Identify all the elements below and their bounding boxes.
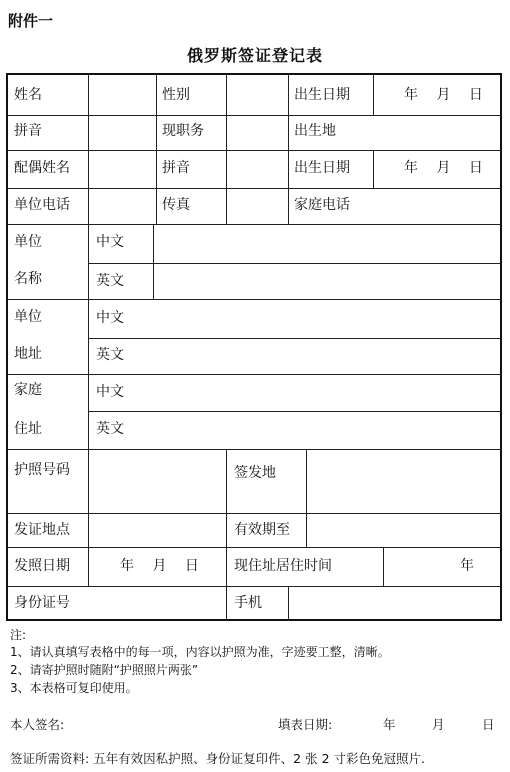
pinyin-label: 拼音 — [14, 123, 42, 139]
form-title: 俄罗斯签证登记表 — [186, 46, 323, 65]
home-address-english-label: 英文 — [96, 421, 124, 437]
work-phone-label: 单位电话 — [14, 197, 70, 213]
issue-place-label: 发证地点 — [14, 522, 70, 538]
issue-date-placeholder[interactable]: 年 月 日 — [120, 558, 199, 574]
note-item-2: 2、请寄护照时随附“护照照片两张” — [10, 663, 199, 677]
notes-heading: 注: — [10, 628, 27, 642]
work-unit-label: 单位 — [14, 234, 42, 250]
spouse-pinyin-label: 拼音 — [162, 160, 190, 176]
work-name-english-label: 英文 — [96, 273, 124, 289]
required-materials: 签证所需资料: 五年有效因私护照、身份证复印件、2 张 2 寸彩色免冠照片. — [10, 751, 425, 766]
issuing-authority-label: 签发地 — [234, 465, 276, 481]
mobile-label: 手机 — [234, 595, 262, 611]
work-address-english-label: 英文 — [96, 347, 124, 363]
visa-registration-table — [6, 73, 502, 621]
fill-day-unit: 日 — [482, 717, 495, 732]
spouse-birth-date-placeholder[interactable]: 年 月 日 — [404, 160, 483, 176]
issue-date-label: 发照日期 — [14, 558, 70, 574]
work-name-label: 名称 — [14, 271, 42, 287]
valid-until-label: 有效期至 — [234, 522, 290, 538]
spouse-birth-date-label: 出生日期 — [294, 160, 350, 176]
gender-label: 性别 — [162, 87, 190, 103]
residence-year-unit: 年 — [460, 558, 474, 574]
fax-label: 传真 — [162, 197, 190, 213]
fill-month-unit: 月 — [432, 717, 445, 732]
note-item-1: 1、请认真填写表格中的每一项，内容以护照为准，字迹要工整，清晰。 — [10, 645, 390, 659]
surname-label: 姓名 — [14, 87, 42, 103]
work-address-label: 地址 — [14, 346, 42, 362]
home-label: 家庭 — [14, 382, 42, 398]
birth-date-label: 出生日期 — [294, 87, 350, 103]
signature-label: 本人签名: — [10, 717, 65, 732]
work-name-chinese-label: 中文 — [96, 234, 124, 250]
work-unit-label-2: 单位 — [14, 309, 42, 325]
home-address-label: 住址 — [14, 421, 42, 437]
note-item-3: 3、本表格可复印使用。 — [10, 681, 138, 695]
home-phone-label: 家庭电话 — [294, 197, 350, 213]
spouse-name-label: 配偶姓名 — [14, 160, 70, 176]
work-address-chinese-label: 中文 — [96, 310, 124, 326]
birthplace-label: 出生地 — [294, 123, 336, 139]
current-position-label: 现职务 — [162, 123, 204, 139]
home-address-chinese-label: 中文 — [96, 384, 124, 400]
residence-time-label: 现住址居住时间 — [234, 558, 332, 574]
fill-year-unit: 年 — [383, 717, 396, 732]
passport-no-label: 护照号码 — [14, 462, 70, 478]
attachment-label: 附件一 — [8, 12, 54, 30]
id-no-label: 身份证号 — [14, 595, 70, 611]
fill-date-label: 填表日期: — [278, 717, 333, 732]
birth-date-placeholder[interactable]: 年 月 日 — [404, 87, 483, 103]
